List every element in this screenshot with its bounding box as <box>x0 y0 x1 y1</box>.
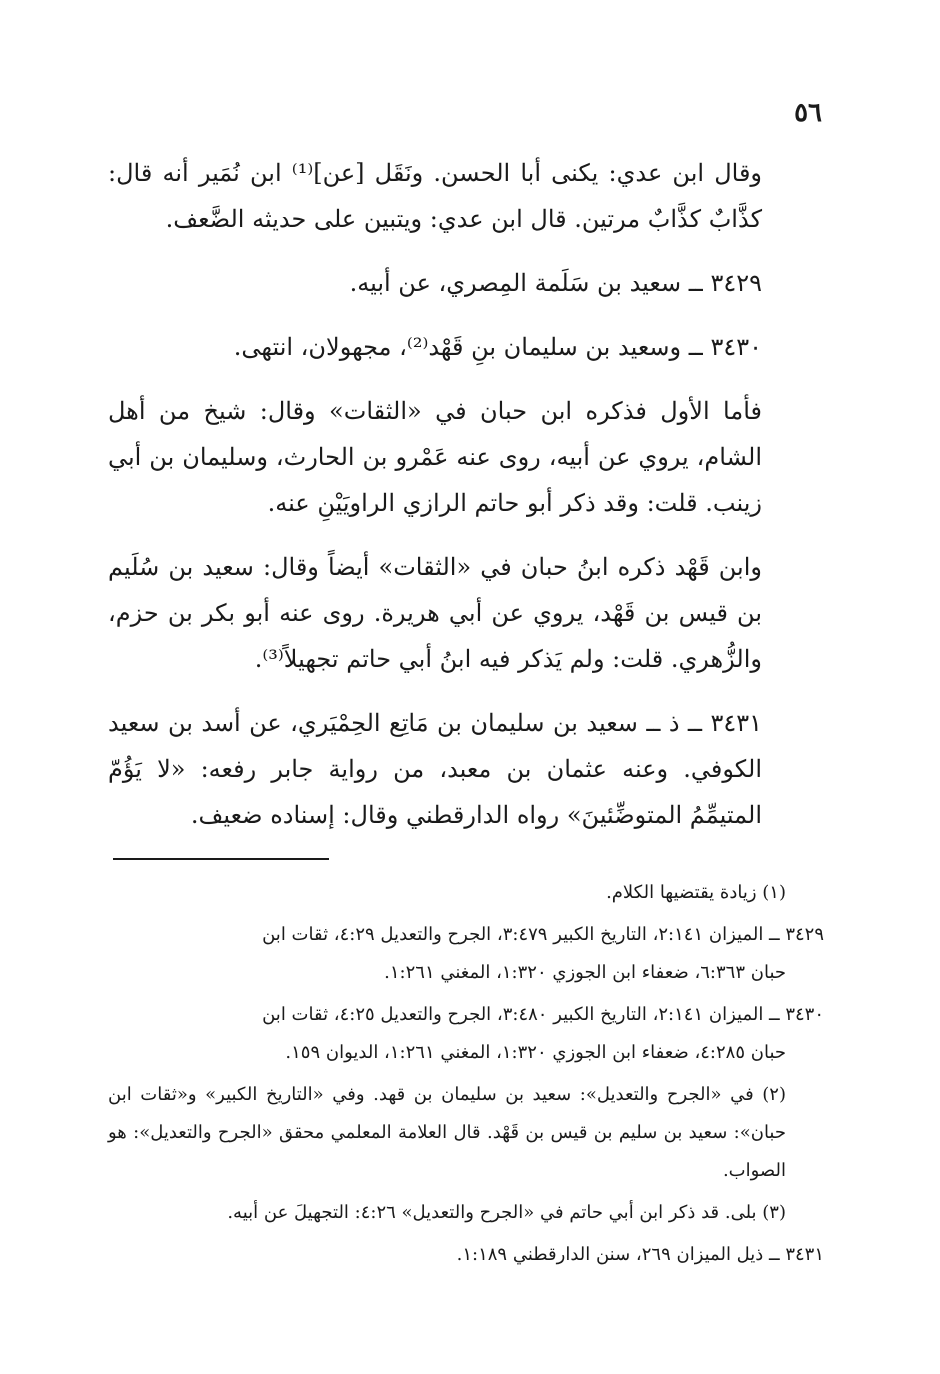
source-3430-line1: ٣٤٣٠ ــ الميزان ٢:١٤١، التاريخ الكبير ٣:٤٨٠، الجرح والتعديل ٤:٢٥، ثقات ابن <box>262 1004 824 1025</box>
entry-3431: ٣٤٣١ ــ ذ ــ سعيد بن سليمان بن مَاتِع الحِمْيَري، عن أسد بن سعيد الكوفي. وعنه عثمان بن معبد، من رواية جابر رفعه: «لا يَؤُمّ المتيمِّمُ المتوضِّئينَ» رواه الدارقطني وقال: إسناده ضعيف. <box>108 709 762 829</box>
footnotes <box>108 874 824 1274</box>
paragraph-ibn-qahd: وابن قَهْد ذكره ابنُ حبان في «الثقات» أيضاً وقال: سعيد بن سُلَيم بن قيس بن قَهْد، يروي عن أبي هريرة. روى عنه أبو بكر بن حزم، والزُّهري. قلت: ولم يَذكر فيه ابنُ أبي حاتم تجهيلاً⁽³⁾. <box>108 553 762 673</box>
footnote-2: (٢) في «الجرح والتعديل»: سعيد بن سليمان بن قهد. وفي «التاريخ الكبير» و«ثقات ابن حبان»: سعيد بن سليم بن قيس بن قَهْد. قال العلامة المعلمي محقق «الجرح والتعديل»: هو الصواب. <box>108 1084 786 1181</box>
paragraph-first-narrator: فأما الأول فذكره ابن حبان في «الثقات» وقال: شيخ من أهل الشام، يروي عن أبيه، روى عنه عَمْرو بن الحارث، وسليمان بن أبي زينب. قلت: وقد ذكر أبو حاتم الرازي الراويَيْنِ عنه. <box>108 397 762 517</box>
paragraph-ibn-adi: وقال ابن عدي: يكنى أبا الحسن. ونَقَل [عن]⁽¹⁾ ابن نُمَير أنه قال: كذَّابٌ كذَّابٌ مرتين. قال ابن عدي: ويتبين على حديثه الضَّعف. <box>108 159 763 233</box>
footnote-1: (١) زيادة يقتضيها الكلام. <box>606 882 786 903</box>
entry-3430: ٣٤٣٠ ــ وسعيد بن سليمان بنِ قَهْد⁽²⁾، مجهولان، انتهى. <box>233 333 762 361</box>
footnote-separator <box>113 858 329 860</box>
source-3430-line2: حبان ٤:٢٨٥، ضعفاء ابن الجوزي ١:٣٢٠، المغني ١:٢٦١، الديوان ١٥٩. <box>285 1042 786 1063</box>
source-3429-line2: حبان ٦:٣٦٣، ضعفاء ابن الجوزي ١:٣٢٠، المغني ١:٢٦١. <box>384 962 786 983</box>
footnote-3: (٣) بلى. قد ذكر ابن أبي حاتم في «الجرح والتعديل» ٤:٢٦: التجهيلَ عن أبيه. <box>227 1202 786 1223</box>
source-3429-line1: ٣٤٢٩ ــ الميزان ٢:١٤١، التاريخ الكبير ٣:٤٧٩، الجرح والتعديل ٤:٢٩، ثقات ابن <box>262 924 824 945</box>
source-3431: ٣٤٣١ ــ ذيل الميزان ٢٦٩، سنن الدارقطني ١:١٨٩. <box>456 1244 824 1265</box>
entry-3429: ٣٤٢٩ ــ سعيد بن سَلَمة المِصري، عن أبيه. <box>349 269 762 297</box>
page-number: ٥٦ <box>794 98 822 128</box>
main-text <box>108 150 824 838</box>
